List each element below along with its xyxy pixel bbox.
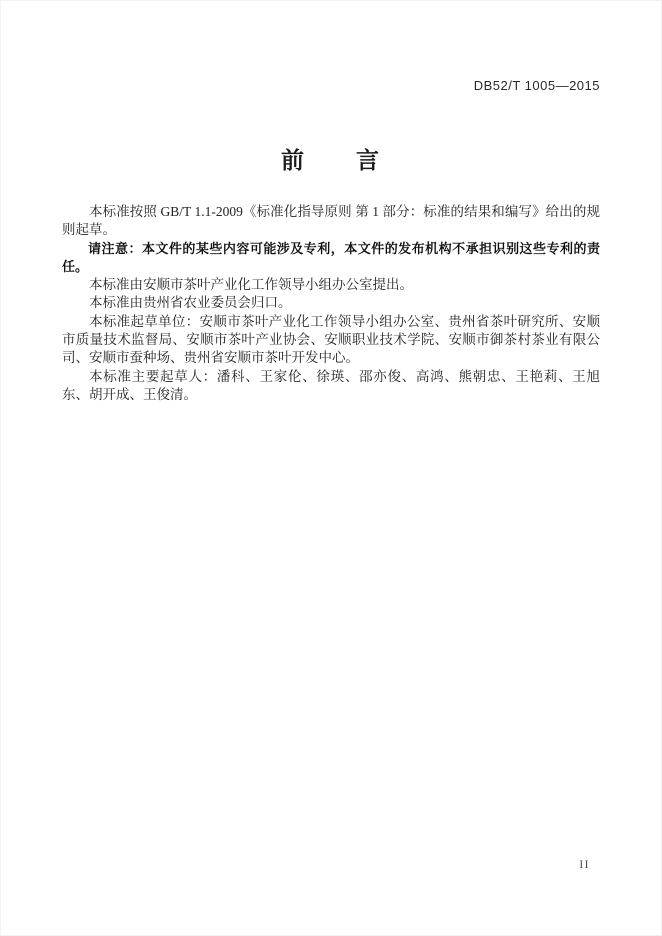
document-body	[62, 203, 600, 404]
paragraph-proposed-by: 本标准由安顺市茶叶产业化工作领导小组办公室提出。	[89, 277, 413, 293]
page-title: 前 言	[281, 147, 381, 173]
page-number: II	[579, 859, 590, 871]
paragraph-centralized-by: 本标准由贵州省农业委员会归口。	[89, 295, 292, 311]
paragraph-drafting-organizations: 本标准起草单位：安顺市茶叶产业化工作领导小组办公室、贵州省茶叶研究所、安顺市质量技术监督局、安顺市茶叶产业协会、安顺职业技术学院、安顺市御茶村茶业有限公司、安顺市蚕种场、贵州省安顺市茶叶开发中心。	[62, 313, 600, 366]
document-header	[0, 77, 600, 95]
document-footer	[0, 855, 590, 873]
paragraph-chief-drafters: 本标准主要起草人：潘科、王家伦、徐瑛、邵亦俊、高鸿、熊朝忠、王艳莉、王旭东、胡开成、王俊清。	[62, 368, 600, 402]
paragraph-drafting-rules: 本标准按照 GB/T 1.1-2009《标准化指导原则 第 1 部分：标准的结果和编写》给出的规则起草。	[62, 204, 600, 238]
paragraph-patent-notice: 请注意：本文件的某些内容可能涉及专利，本文件的发布机构不承担识别这些专利的责任。	[62, 240, 600, 274]
doc-number: DB52/T 1005—2015	[473, 78, 600, 93]
